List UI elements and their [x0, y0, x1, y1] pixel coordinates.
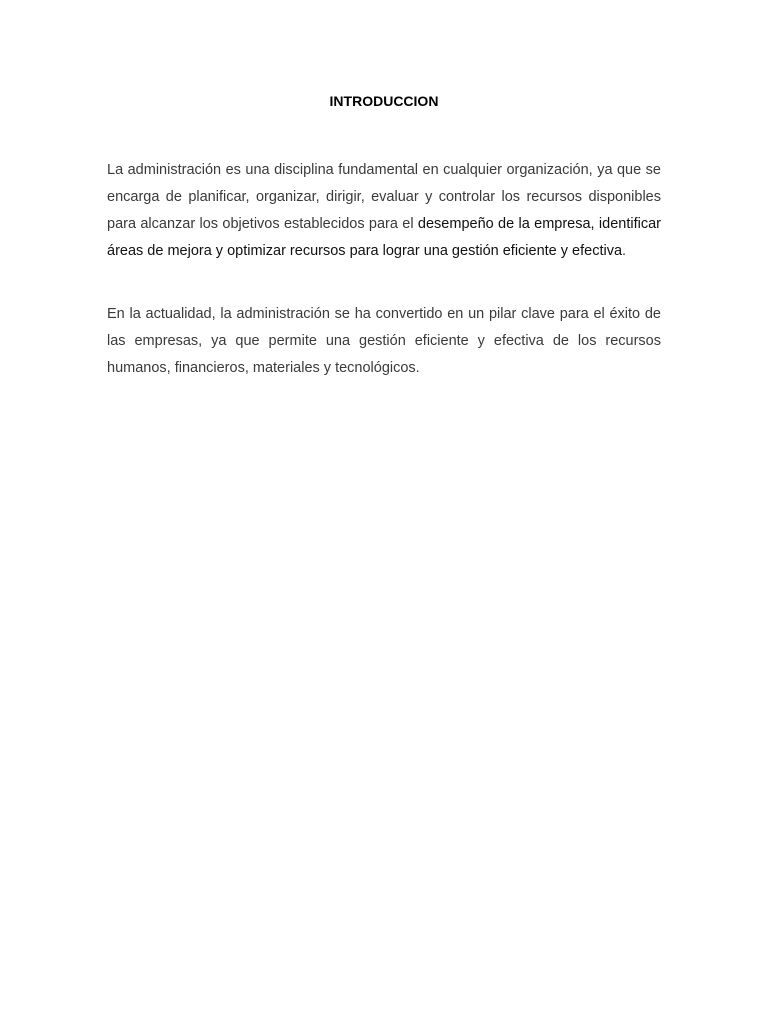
paragraph-1-text-c: .	[622, 243, 627, 259]
paragraph-1-text-b: desempeño de la empresa, identificar áreas de mejora y optimizar recursos para lograr una gestión eficiente y efectiva	[107, 216, 661, 259]
paragraph-introduction	[107, 157, 661, 265]
paragraph-current-relevance: En la actualidad, la administración se ha convertido en un pilar clave para el éxito de las empresas, ya que permite una gestión eficiente y efectiva de los recursos humanos, financieros, materiales y tecnológicos.	[107, 306, 661, 376]
page-title: INTRODUCCION	[329, 93, 439, 109]
paragraph-1-text-a: La administración es una disciplina fundamental en cualquier organización, ya que se encarga de planificar, organizar, dirigir, evaluar y controlar los recursos disponibles para alcanzar los objetivos establecidos para el	[107, 162, 661, 232]
